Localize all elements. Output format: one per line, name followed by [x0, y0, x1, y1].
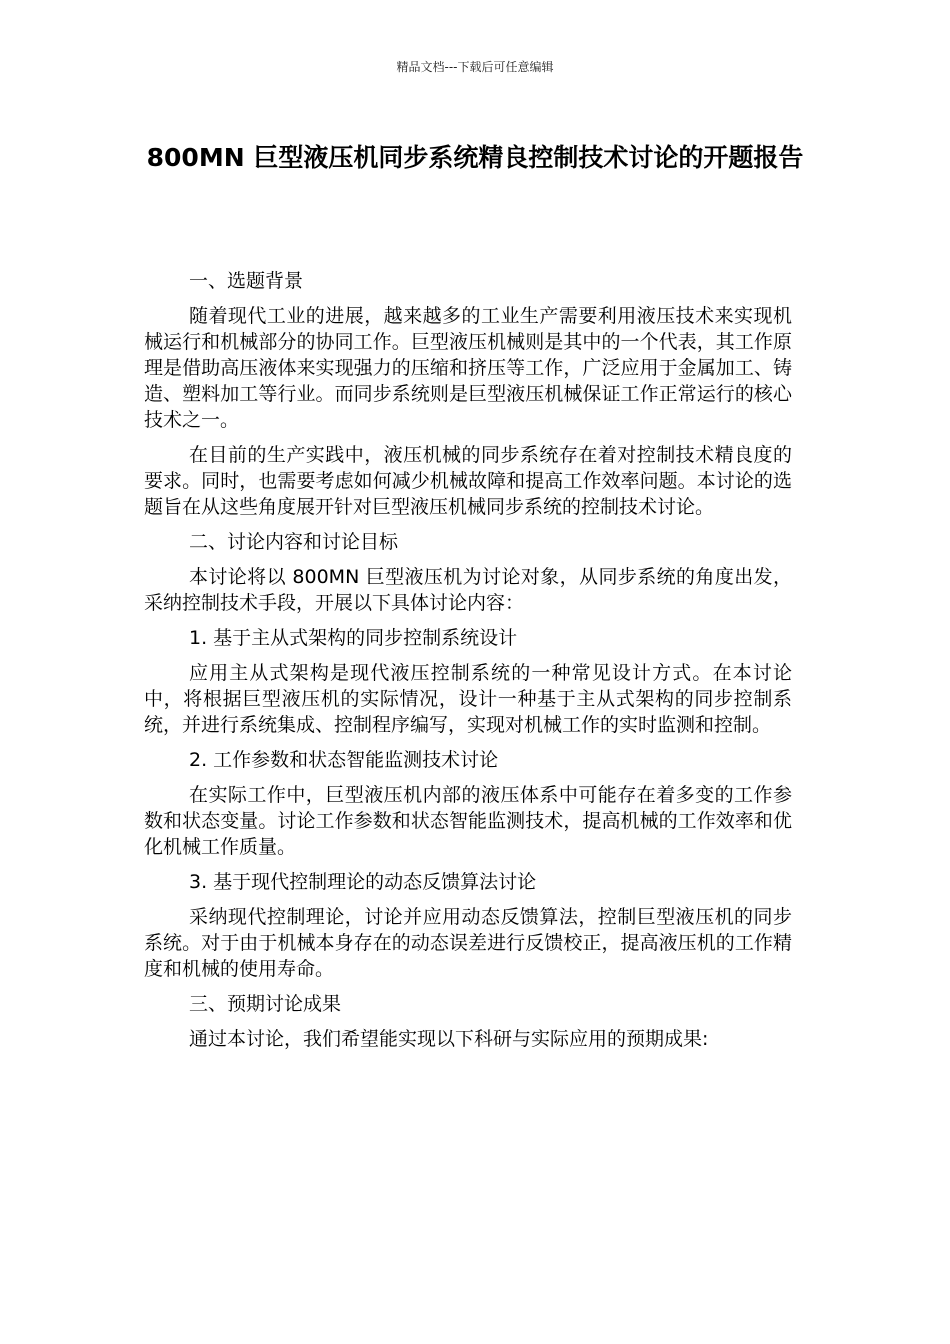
paragraph-background-2: 在目前的生产实践中，液压机械的同步系统存在着对控制技术精良度的要求。同时，也需要考虑如何减少机械故障和提高工作效率问题。本讨论的选题旨在从这些角度展开针对巨型液压机械同步系统的控制技术讨论。 — [144, 444, 792, 518]
section-heading-expected-results: 三、预期讨论成果 — [189, 993, 342, 1015]
subheading-item-3: 3. 基于现代控制理论的动态反馈算法讨论 — [189, 871, 537, 893]
paragraph-expected-results: 通过本讨论，我们希望能实现以下科研与实际应用的预期成果: — [189, 1028, 709, 1050]
section-heading-background: 一、选题背景 — [189, 270, 304, 292]
page-header-note: 精品文档---下载后可任意编辑 — [396, 60, 554, 74]
section-heading-content-goals: 二、讨论内容和讨论目标 — [189, 531, 399, 553]
paragraph-item-1: 应用主从式架构是现代液压控制系统的一种常见设计方式。在本讨论中，将根据巨型液压机的实际情况，设计一种基于主从式架构的同步控制系统，并进行系统集成、控制程序编写，实现对机械工作的实时监测和控制。 — [144, 662, 792, 736]
paragraph-item-2: 在实际工作中，巨型液压机内部的液压体系中可能存在着多变的工作参数和状态变量。讨论工作参数和状态智能监测技术，提高机械的工作效率和优化机械工作质量。 — [144, 784, 792, 858]
subheading-item-1: 1. 基于主从式架构的同步控制系统设计 — [189, 627, 518, 649]
paragraph-content-intro: 本讨论将以 800MN 巨型液压机为讨论对象，从同步系统的角度出发，采纳控制技术手段，开展以下具体讨论内容： — [144, 566, 792, 614]
paragraph-item-3: 采纳现代控制理论，讨论并应用动态反馈算法，控制巨型液压机的同步系统。对于由于机械本身存在的动态误差进行反馈校正，提高液压机的工作精度和机械的使用寿命。 — [144, 906, 792, 980]
document-body — [144, 268, 792, 1061]
paragraph-background-1: 随着现代工业的进展，越来越多的工业生产需要利用液压技术来实现机械运行和机械部分的协同工作。巨型液压机械则是其中的一个代表，其工作原理是借助高压液体来实现强力的压缩和挤压等工作，广泛应用于金属加工、铸造、塑料加工等行业。而同步系统则是巨型液压机械保证工作正常运行的核心技术之一。 — [144, 305, 792, 431]
subheading-item-2: 2. 工作参数和状态智能监测技术讨论 — [189, 749, 499, 771]
document-title: 800MN 巨型液压机同步系统精良控制技术讨论的开题报告 — [146, 143, 804, 172]
